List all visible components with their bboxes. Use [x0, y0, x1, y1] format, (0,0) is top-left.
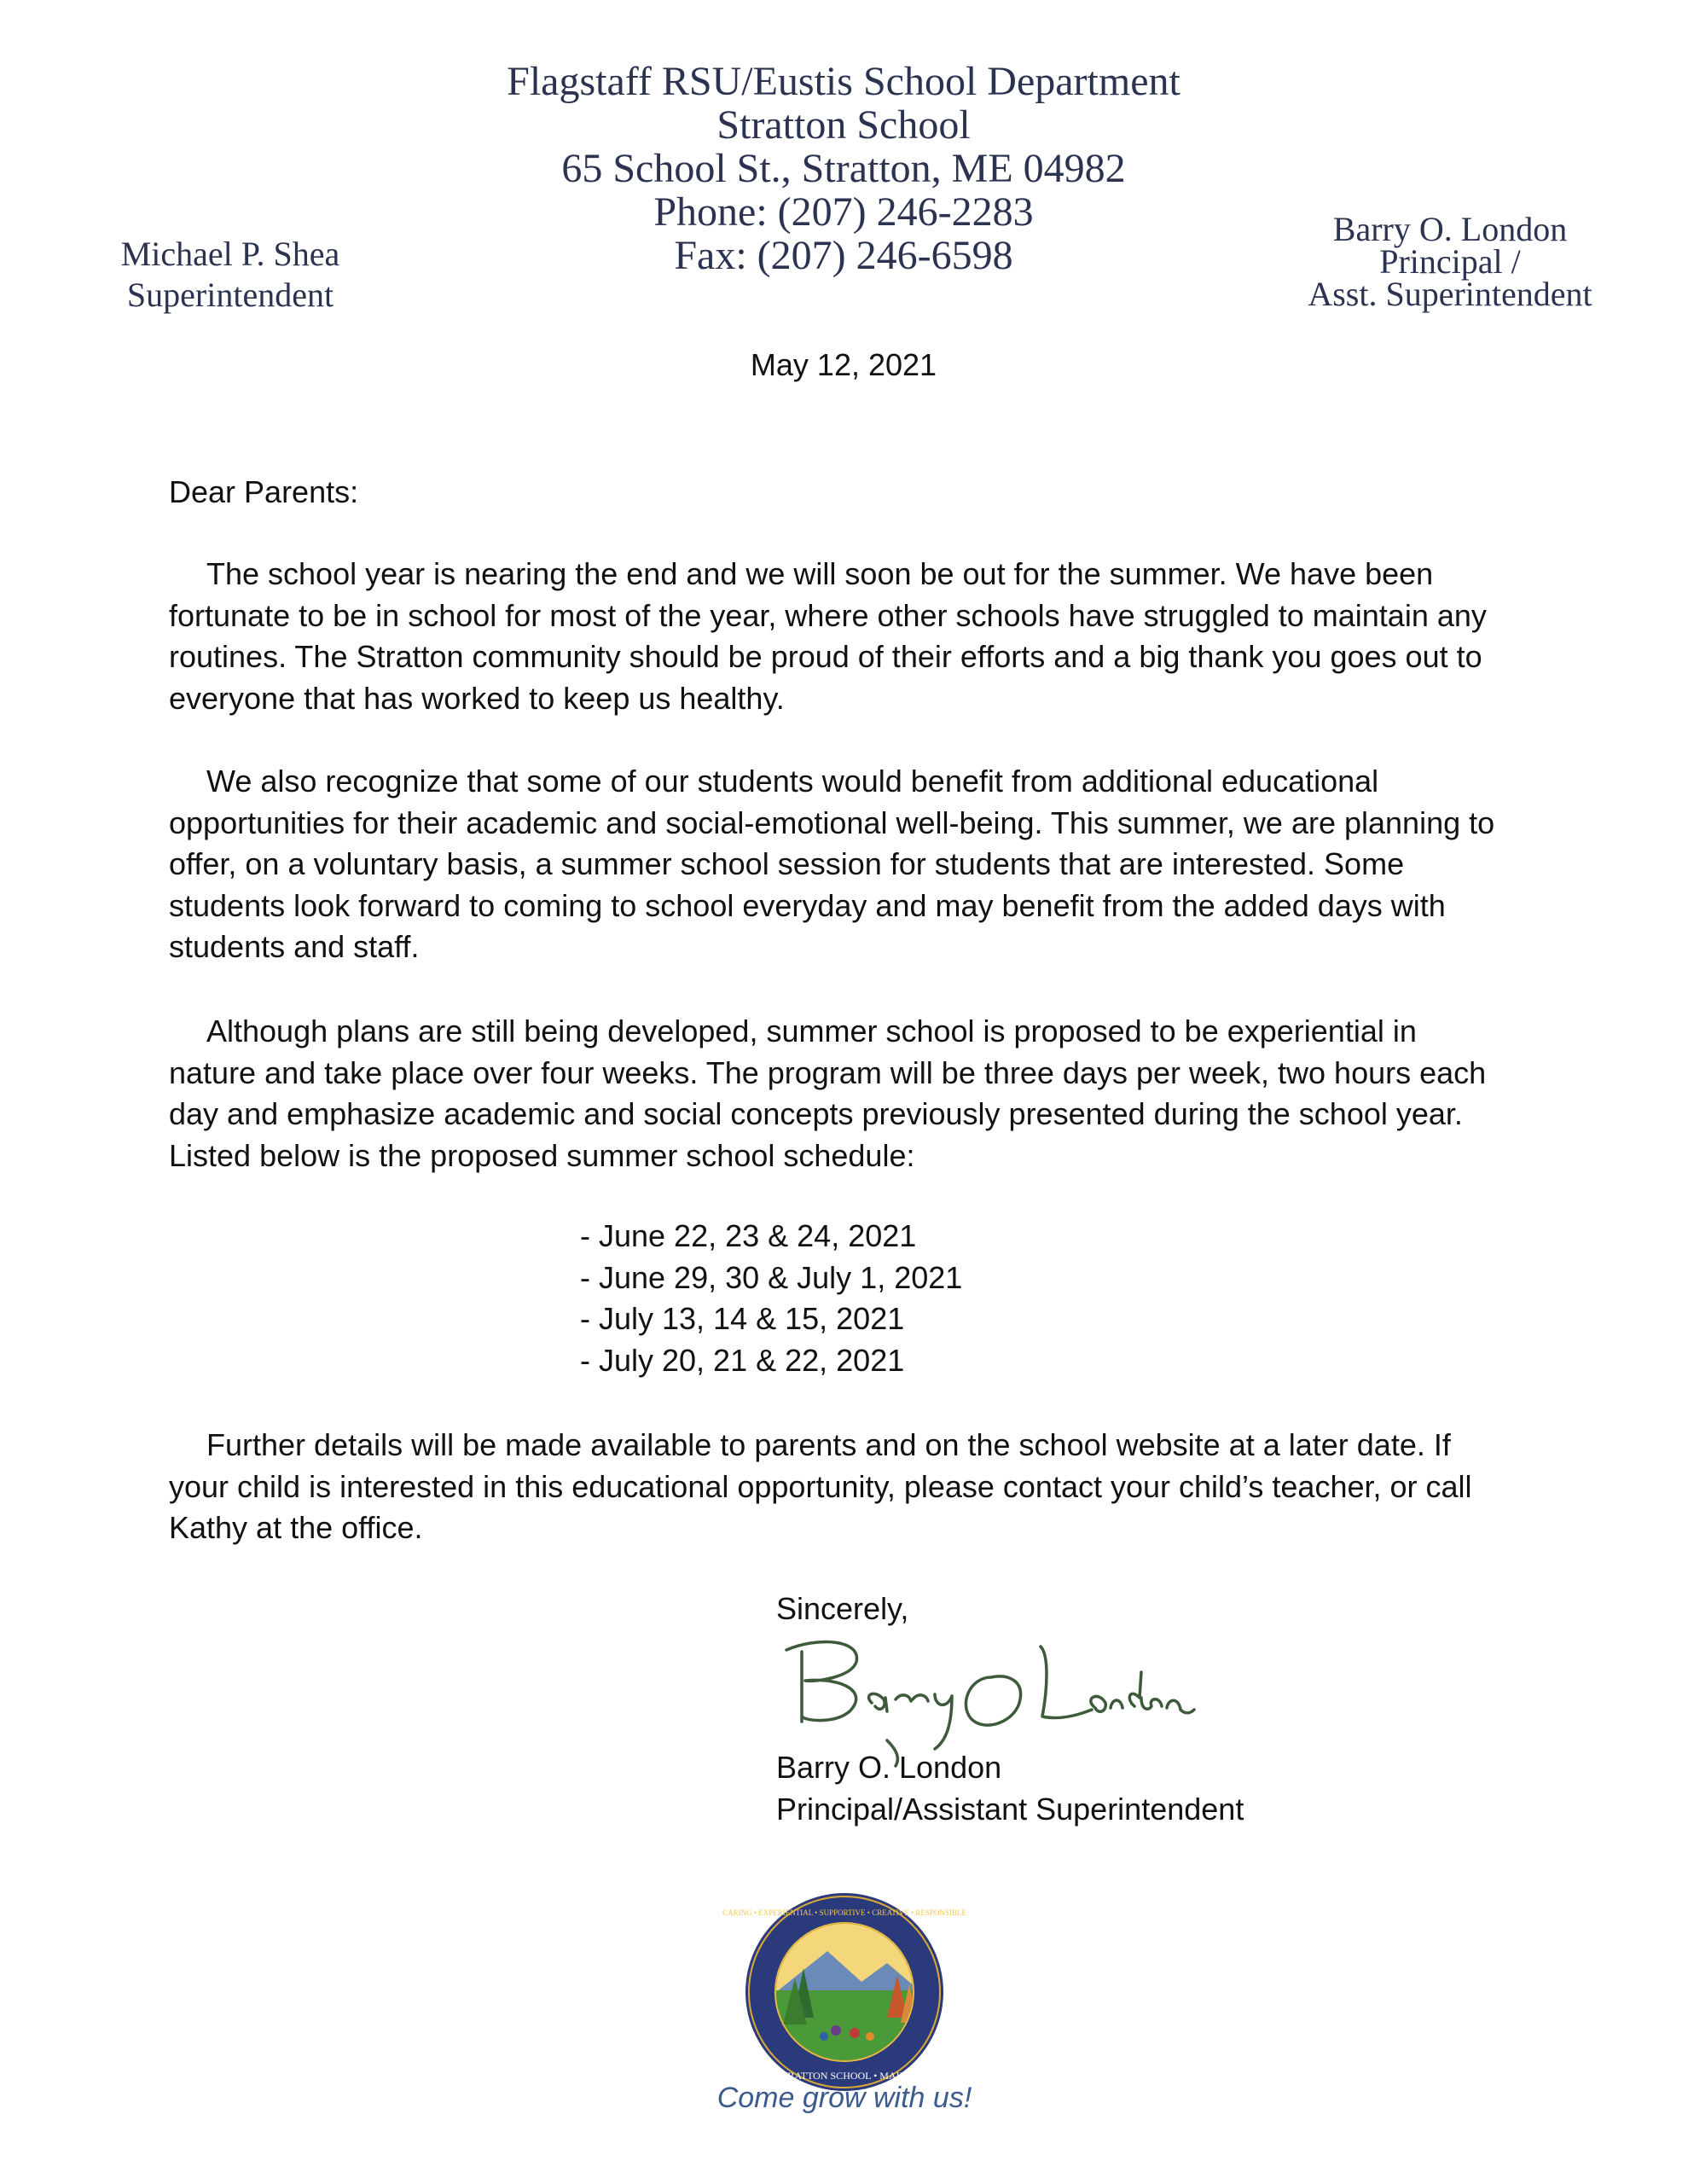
schedule-list	[580, 1216, 962, 1381]
tagline: Come grow with us!	[716, 2082, 972, 2114]
school-name: Stratton School	[716, 102, 971, 148]
seal-ring-text: CARING • EXPERIENTIAL • SUPPORTIVE • CREATIVE • RESPONSIBLE	[722, 1908, 966, 1917]
handwritten-signature	[768, 1621, 1194, 1766]
superintendent-name: Michael P. Shea	[120, 235, 340, 273]
principal-name: Barry O. London	[1332, 210, 1568, 248]
asst-superintendent-title: Asst. Superintendent	[1308, 275, 1592, 313]
org-name: Flagstaff RSU/Eustis School Department	[507, 59, 1180, 104]
signer-title: Principal/Assistant Superintendent	[776, 1791, 1244, 1827]
letterhead-right	[1271, 210, 1629, 313]
schedule-item: - June 29, 30 & July 1, 2021	[580, 1259, 963, 1295]
phone-number: Phone: (207) 246-2283	[653, 189, 1034, 235]
signer-name: Barry O. London	[776, 1750, 1002, 1785]
letter-date: May 12, 2021	[750, 347, 937, 382]
fax-number: Fax: (207) 246-6598	[674, 233, 1013, 278]
paragraph-2: We also recognize that some of our students would benefit from additional educational opportunities for their academic and social-emotional well-being. This summer, we are planning to offer, on a voluntary basis, a summer school session for students that are interested. Some students look forward to coming to school everyday and may benefit from the added days with students and staff.	[169, 764, 1495, 964]
paragraph-3: Although plans are still being developed, summer school is proposed to be experiential in nature and take place over four weeks. The program will be three days per week, two hours each day and emphasize academic and social concepts previously presented during the school year. Listed below is the proposed summer school schedule:	[169, 1014, 1487, 1173]
letterhead-left	[85, 234, 375, 316]
paragraph-1: The school year is nearing the end and we will soon be out for the summer. We have been fortunate to be in school for most of the year, where other schools have struggled to maintain any routines. The Stratton community should be proud of their efforts and a big thank you goes out to everyone that has worked to keep us healthy.	[169, 556, 1487, 716]
salutation: Dear Parents:	[169, 474, 359, 509]
paragraph-4: Further details will be made available to parents and on the school website at a later date. If your child is interested in this educational opportunity, please contact your child’s teacher, or call Kathy at the office.	[169, 1427, 1472, 1545]
schedule-item: - June 22, 23 & 24, 2021	[580, 1218, 917, 1253]
signature-block	[776, 1747, 1244, 1830]
closing: Sincerely,	[776, 1591, 909, 1626]
schedule-item: - July 20, 21 & 22, 2021	[580, 1342, 905, 1378]
schedule-item: - July 13, 14 & 15, 2021	[580, 1301, 905, 1336]
principal-title: Principal /	[1379, 242, 1521, 281]
school-address: 65 School St., Stratton, ME 04982	[561, 146, 1126, 191]
seal-bottom-text: STRATTON SCHOOL • MAINE	[775, 2070, 914, 2082]
school-seal-logo	[722, 1890, 966, 2094]
letterhead-center	[417, 60, 1270, 277]
superintendent-title: Superintendent	[126, 276, 334, 314]
